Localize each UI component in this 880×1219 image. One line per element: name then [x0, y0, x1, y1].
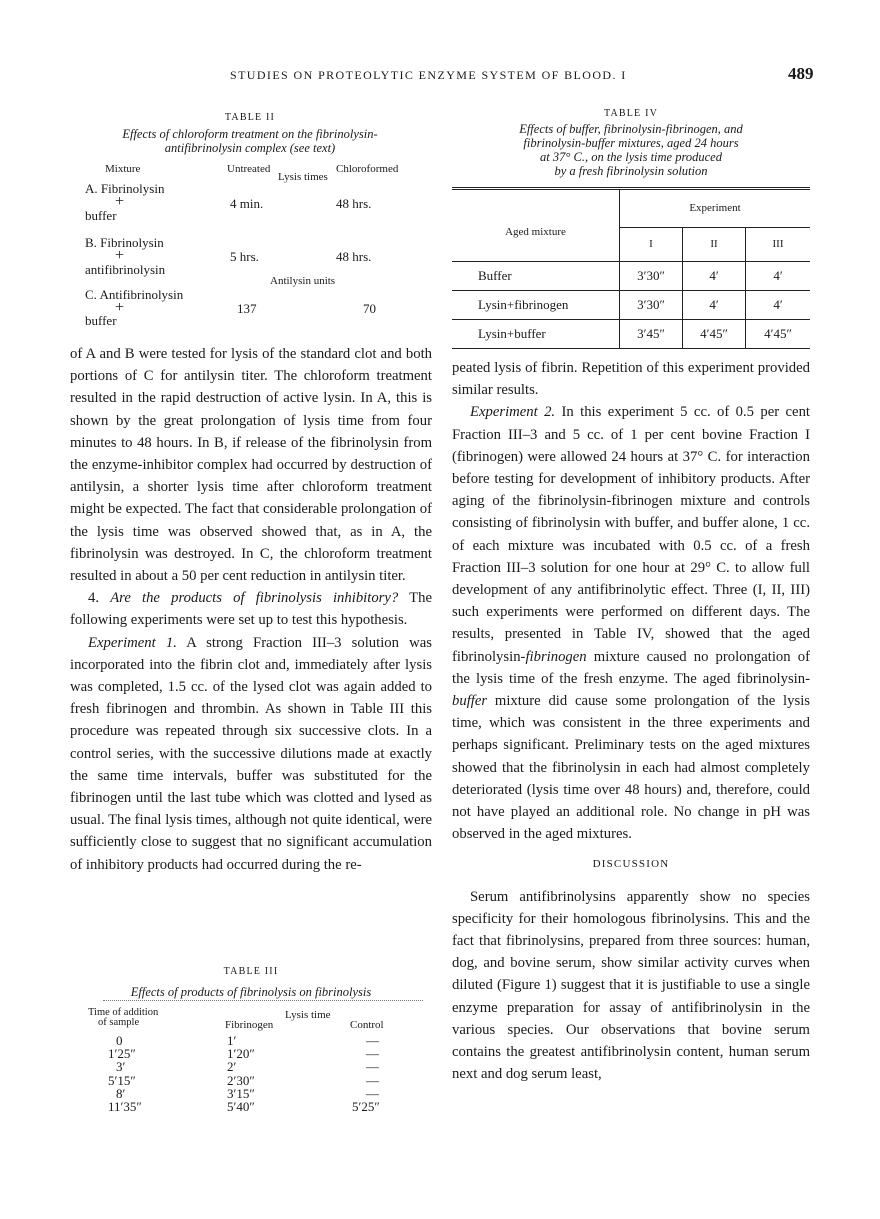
header-lysis-time: Lysis time [285, 1009, 331, 1021]
row-c-label: C. Antifibrinolysin [85, 287, 184, 302]
header-exp-ii: II [683, 227, 746, 261]
cell: — [366, 1085, 379, 1101]
table-3-desc: Effects of products of fibrinolysis on fibrinolysis [130, 985, 372, 999]
table-4-desc-line3: at 37° C., on the lysis time produced [540, 150, 722, 164]
paragraph [452, 401, 810, 845]
cell: 1′20″ [227, 1046, 255, 1062]
row-label: Lysin+buffer [452, 320, 620, 349]
paragraph [70, 587, 432, 631]
table-4-grid [452, 187, 810, 349]
experiment-heading: Experiment 2. [470, 404, 556, 421]
row-a-untreated: 4 min. [230, 196, 264, 211]
header-aged-mixture: Aged mixture [452, 189, 620, 262]
table-4-desc-line4: by a fresh fibrinolysin solution [554, 164, 708, 178]
table-row [452, 262, 810, 291]
row-c-untreated: 137 [237, 301, 257, 316]
header-title: STUDIES ON PROTEOLYTIC ENZYME SYSTEM OF BLOOD. I [230, 68, 627, 82]
header-mixture: Mixture [105, 163, 141, 175]
section-number: 4. [88, 590, 111, 607]
table-2 [70, 112, 430, 332]
table-row [452, 320, 810, 349]
section-heading-discussion: DISCUSSION [592, 858, 670, 871]
col-time [108, 1033, 142, 1115]
row-a-plus: + [115, 193, 125, 210]
cell: — [366, 1033, 379, 1048]
header-untreated: Untreated [227, 163, 271, 175]
row-b-untreated: 5 hrs. [230, 249, 259, 264]
table-4-desc-line2: fibrinolysin-buffer mixtures, aged 24 hours [523, 136, 739, 150]
cell: — [366, 1046, 379, 1062]
row-b-chloro: 48 hrs. [336, 249, 372, 264]
right-column-text [452, 357, 810, 1086]
text: The following experiments were set up to test this hypothesis. [70, 590, 432, 629]
header-of-sample: of sample [98, 1017, 140, 1028]
cell: 4′45″ [764, 326, 792, 341]
text-italic: buffer [452, 693, 488, 710]
text: mixture did cause some prolongation of the lysis time, which was consistent in the three experiments and perhaps significant. Preliminary tests on the aged mixtures showed that the fibrinolysin in each had almost completely deteriorated (lysis time over 48 hours) and, therefore, could not have played an additional role. No change in pH was observed in the aged mixtures. [452, 693, 810, 843]
cell: 5′15″ [108, 1072, 136, 1088]
text-italic: fibrinogen [525, 648, 587, 665]
cell: — [366, 1059, 379, 1075]
header-control: Control [350, 1019, 384, 1031]
cell: 4′45″ [683, 320, 746, 349]
table-row [452, 291, 810, 320]
header-experiment: Experiment [620, 189, 811, 228]
cell: 4′ [773, 297, 783, 312]
table-3-caption: TABLE III [223, 966, 279, 977]
text: mixture caused no prolongation of the lysis time of the fresh enzyme. The aged fibrinolysin- [452, 648, 810, 687]
divider [103, 1000, 423, 1001]
paragraph: Serum antifibrinolysins apparently show no species specificity for their homologous fibrinolysins. This and the fact that fibrinolysins, prepared from three sources: human, dog, and bovine serum, show similar activity curves when diluted (Figure 1) suggest that it is justifiable to use a single enzyme preparation for assay of antifibrinolysin in the various species. Our observations that bovine serum contains the greatest antifibrinolysin content, human serum next and dog serum least, [452, 888, 810, 1083]
cell: 2′ [227, 1059, 237, 1075]
cell: 5′25″ [352, 1099, 380, 1115]
cell: 3′ [116, 1059, 126, 1075]
cell: 1′25″ [108, 1046, 136, 1062]
header-fibrinogen: Fibrinogen [225, 1019, 274, 1031]
header-antilysin-units: Antilysin units [270, 275, 336, 287]
table-2-desc-line1: Effects of chloroform treatment on the fibrinolysin- [122, 127, 378, 141]
cell: 0 [116, 1033, 123, 1048]
header-exp-iii: III [772, 238, 784, 251]
cell: 3′45″ [620, 320, 683, 349]
cell: 4′ [683, 291, 746, 320]
section-heading: Are the products of fibrinolysis inhibitory? [110, 590, 399, 607]
row-a-sub: buffer [85, 208, 117, 223]
paragraph: of A and B were tested for lysis of the standard clot and both portions of C for antilysin titer. The chloroform treatment resulted in the rapid destruction of active lysin. In A, this is shown by the great prolongation of lysis time from four minutes to 48 hours. In B, if release of the fibrinolysin from the enzyme-inhibitor complex had occurred by destruction of antilysin, a shorter lysis time after chloroform treatment might be expected. The fact that considerable prolongation of the lysis time was observed showed that, as in A, the fibrinolysin was destroyed. In C, the chloroform treatment resulted in about a 50 per cent reduction in antilysin titer. [70, 346, 432, 585]
cell: 4′ [773, 268, 783, 283]
row-label: Buffer [452, 262, 620, 291]
cell: 1′ [227, 1033, 237, 1048]
table-2-caption: TABLE II [224, 112, 276, 123]
row-a-chloro: 48 hrs. [336, 196, 372, 211]
col-fibrinogen [227, 1034, 255, 1113]
row-label: Lysin+fibrinogen [452, 291, 620, 320]
row-b-sub: antifibrinolysin [85, 262, 166, 277]
text: A strong Fraction III–3 solution was incorporated into the fibrin clot and, immediately after lysis was completed, 1.5 cc. of the lysed clot was again added to fresh fibrinogen and thrombin. As shown in Table III this procedure was repeated through six successive clots. In a control series, with the successive dilutions made at exactly the same time intervals, buffer was substituted for the fibrinogen until the last tube which was clotted and lysed as usual. The final lysis times, although not quite identical, were sufficiently close to suggest that no significant accumulation of inhibitory products had occurred during the re- [70, 634, 432, 873]
cell: 3′15″ [227, 1085, 255, 1101]
experiment-heading: Experiment 1. [88, 634, 177, 651]
text: In this experiment 5 cc. of 0.5 per cent Fraction III–3 and 5 cc. of 1 per cent bovine Fraction I (fibrinogen) were allowed 24 hours at 37° C. for interaction before testing for development of inhibitory products. After aging of the fibrinolysin-fibrinogen mixture and controls consisting of fibrinolysin with buffer, and buffer alone, 1 cc. of each mixture was incubated with 0.5 cc. of a fresh Fraction III–3 solution for one hour at 29° C. to allow full development of any antifibrinolytic effect. Three (I, II, III) such experiments were performed on different days. The results, presented in Table IV, showed that the aged fibrinolysin- [452, 404, 810, 665]
header-time-of-addition: Time of addition [88, 1007, 159, 1018]
header-exp-i: I [620, 227, 683, 261]
row-a-label: A. Fibrinolysin [85, 181, 165, 196]
row-c-chloro: 70 [363, 301, 376, 316]
paragraph: peated lysis of fibrin. Repetition of this experiment provided similar results. [452, 360, 810, 399]
row-c-plus: + [115, 299, 125, 316]
table-4 [452, 108, 810, 349]
col-control [352, 1033, 380, 1115]
table-2-desc-line2: antifibrinolysin complex (see text) [164, 141, 336, 155]
header-chloroformed: Chloroformed [336, 163, 399, 175]
cell: 3′30″ [620, 291, 683, 320]
header-lysis-times: Lysis times [278, 171, 328, 183]
cell: — [366, 1072, 379, 1088]
cell: 2′30″ [227, 1072, 255, 1088]
cell: 11′35″ [108, 1099, 142, 1115]
row-c-sub: buffer [85, 313, 117, 328]
table-3 [70, 966, 432, 1146]
paragraph [70, 632, 432, 876]
table-4-desc-line1: Effects of buffer, fibrinolysin-fibrinogen, and [519, 122, 743, 136]
page-number: 489 [788, 64, 814, 83]
table-4-caption: TABLE IV [603, 108, 659, 119]
cell: 4′ [683, 262, 746, 291]
cell: 3′30″ [620, 262, 683, 291]
left-column-text [70, 343, 432, 876]
row-b-plus: + [115, 247, 125, 264]
row-b-label: B. Fibrinolysin [85, 235, 164, 250]
cell: 5′40″ [227, 1099, 255, 1115]
cell: 8′ [116, 1085, 126, 1101]
